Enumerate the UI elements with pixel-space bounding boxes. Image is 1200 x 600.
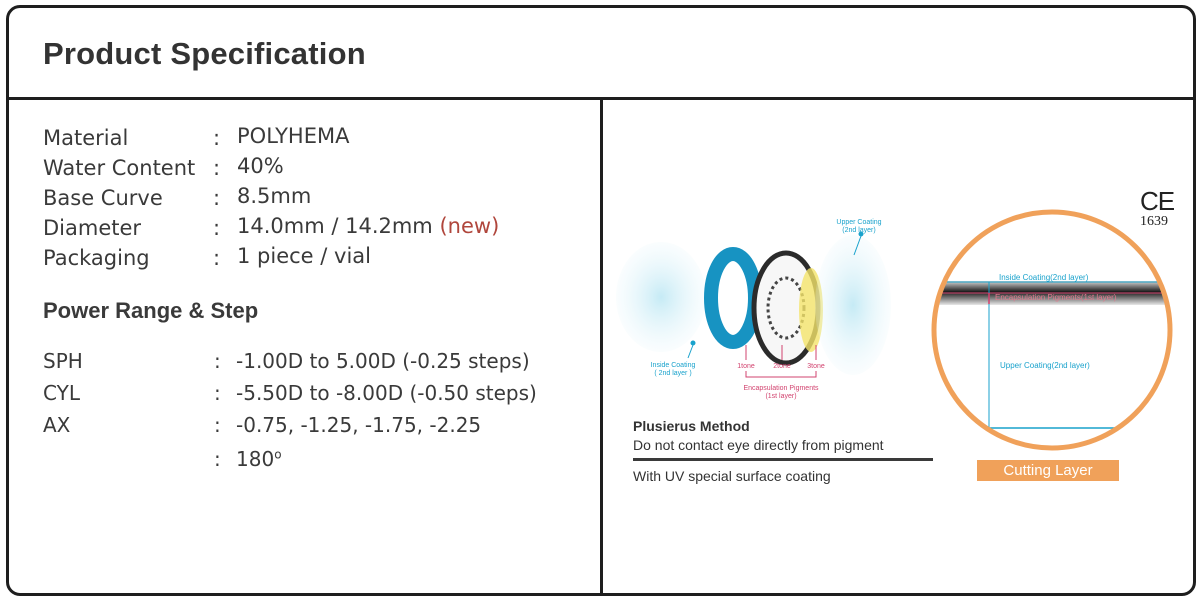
power-value: -0.75, -1.25, -1.75, -2.25: [236, 413, 482, 437]
new-badge: (new): [439, 214, 500, 238]
diameter-value: 14.0mm / 14.2mm: [237, 214, 433, 238]
spec-label: Packaging: [43, 246, 150, 270]
power-colon: :: [214, 413, 221, 437]
card-header: [9, 8, 1193, 100]
ce-mark: CE: [1140, 186, 1175, 216]
encap-label-1: Encapsulation Pigments: [743, 385, 819, 392]
encap-bracket: [746, 371, 816, 377]
power-label: AX: [43, 413, 71, 437]
power-colon: :: [214, 349, 221, 373]
encap-label-2: (1st layer): [765, 393, 797, 400]
degree-symbol: o: [274, 447, 282, 462]
lens-layer-diagram: [603, 100, 1193, 593]
tone2-label: 2tone: [773, 363, 791, 370]
circle-upper-label: Upper Coating(2nd layer): [1000, 361, 1090, 370]
tone3-label: 3tone: [807, 363, 825, 370]
inside-coating-label-2: ( 2nd layer ): [654, 370, 692, 377]
spec-colon: :: [213, 186, 221, 210]
spec-colon: :: [213, 246, 221, 270]
upper-coating-label-2: (2nd layer): [842, 227, 876, 234]
spec-label: Water Content: [43, 156, 196, 180]
spec-card: [6, 5, 1196, 596]
method-title: Plusierus Method: [633, 418, 750, 434]
method-description: Do not contact eye directly from pigment: [633, 437, 884, 453]
power-range-title: Power Range & Step: [43, 298, 259, 323]
spec-value: 40%: [237, 154, 284, 178]
power-label: CYL: [43, 381, 80, 405]
spec-label: Material: [43, 126, 129, 150]
power-colon: :: [214, 447, 221, 471]
circle-encap-label: Encapsulation Pigments(1st layer): [995, 293, 1117, 302]
power-value: [236, 447, 282, 471]
tone1-label: 1tone: [737, 363, 755, 370]
spec-value: 1 piece / vial: [237, 244, 371, 268]
inside-coating-dot: [691, 341, 696, 346]
power-label: SPH: [43, 349, 83, 373]
spec-colon: :: [213, 156, 221, 180]
spec-colon: :: [213, 126, 221, 150]
ce-number: 1639: [1140, 214, 1168, 229]
inside-coating-label-1: Inside Coating: [650, 362, 696, 369]
cutting-layer-label: Cutting Layer: [977, 460, 1119, 481]
page-title: Product Specification: [43, 36, 366, 71]
spec-label: Base Curve: [43, 186, 163, 210]
pigment-ring-hole: [724, 272, 742, 324]
circle-inside-label: Inside Coating(2nd layer): [999, 273, 1089, 282]
spec-label: Diameter: [43, 216, 142, 240]
upper-coating-label-1: Upper Coating: [836, 219, 882, 226]
diagram-panel: [603, 100, 1193, 593]
spec-value: POLYHEMA: [237, 124, 350, 148]
power-value: -5.50D to -8.00D (-0.50 steps): [236, 381, 537, 405]
method-uv-note: With UV special surface coating: [633, 468, 831, 484]
power-colon: :: [214, 381, 221, 405]
inside-coating-leader: [688, 345, 693, 358]
upper-coating-layer: [815, 235, 891, 375]
axis-degree-value: 180: [236, 447, 275, 471]
spec-value: [237, 214, 499, 238]
inside-coating-layer: [616, 242, 706, 352]
spec-colon: :: [213, 216, 221, 240]
spec-value: 8.5mm: [237, 184, 312, 208]
method-divider: [633, 458, 933, 461]
spec-panel: [9, 100, 600, 593]
power-value: -1.00D to 5.00D (-0.25 steps): [236, 349, 530, 373]
